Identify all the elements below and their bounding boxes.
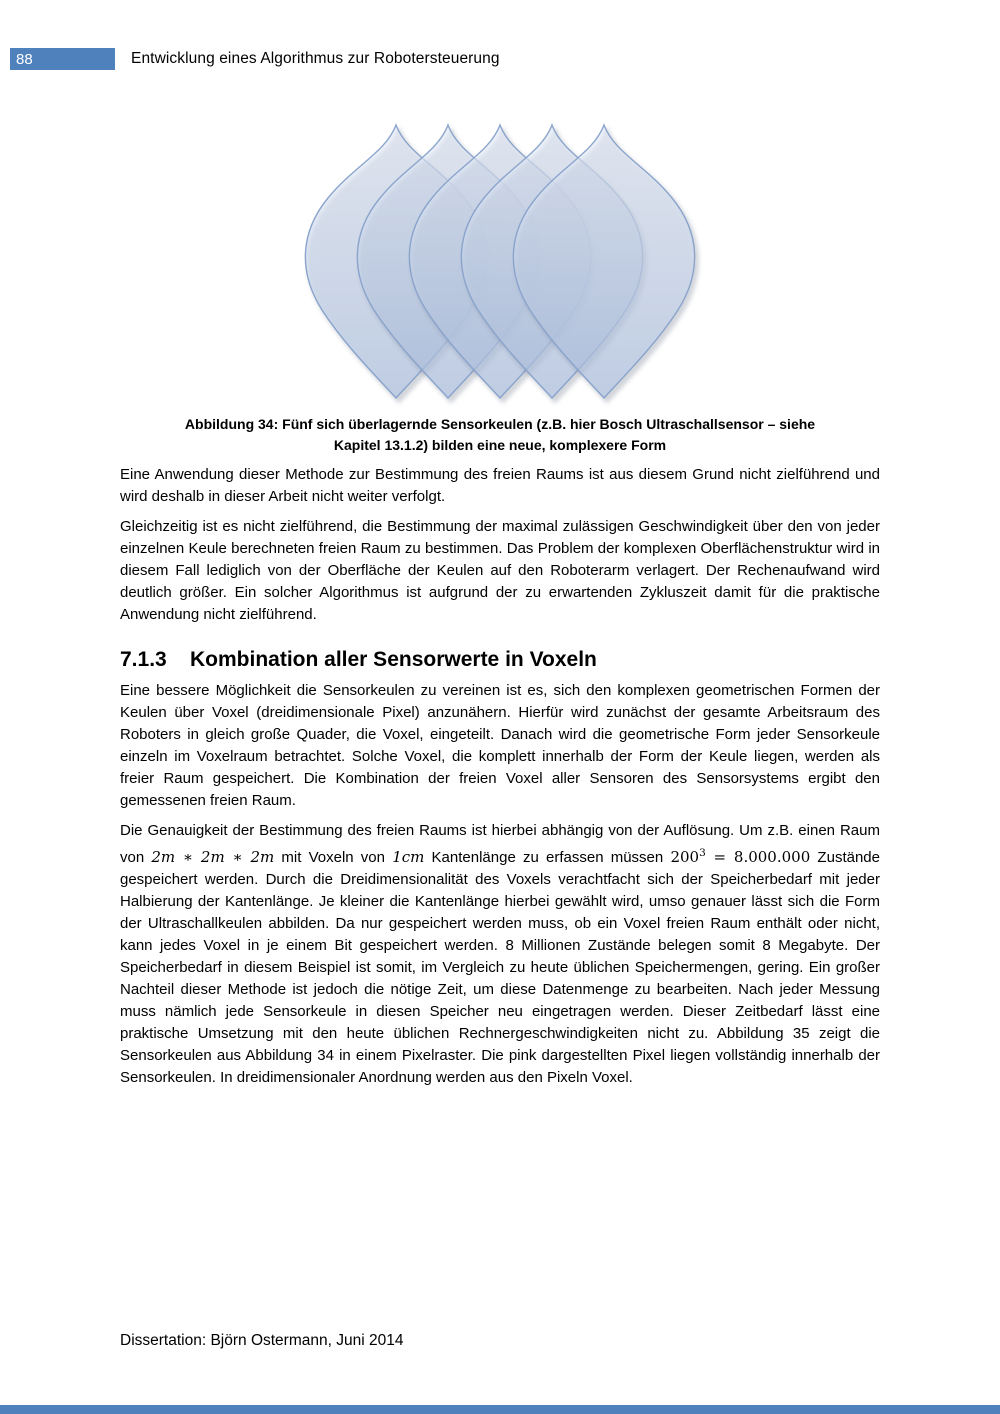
body-paragraph-3: Eine bessere Möglichkeit die Sensorkeulen zu vereinen ist es, sich den komplexen geometrischen Formen der Keulen über Voxel (dreidimensionale Pixel) anzunähern. Hierfür wird zunächst der gesamte Arbeitsraum des Roboters in gleich große Quader, die Voxel, eingeteilt. Danach wird die geometrische Form jeder Sensorkeule einzeln im Voxelraum betrachtet. Solche Voxel, die komplett innerhalb der Form der Keule liegen, werden als freier Raum gespeichert. Die Kombination der freien Voxel aller Sensoren des Sensorsystems ergibt den gemessenen freien Raum.	[120, 682, 880, 809]
running-header-title: Entwicklung eines Algorithmus zur Robotersteuerung	[131, 50, 500, 67]
math-inline-result: = 8.000.000	[705, 848, 811, 866]
body-paragraph-4	[120, 820, 880, 1089]
page-header	[0, 47, 1000, 71]
page-footer	[120, 1332, 403, 1350]
body-paragraph-2: Gleichzeitig ist es nicht zielführend, die Bestimmung der maximal zulässigen Geschwindigkeit über den von jeder einzelnen Keule berechneten freien Raum zu bestimmen. Das Problem der komplexen Oberflächenstruktur wird in diesem Fall lediglich von der Oberfläche der Keulen auf den Roboterarm verlagert. Der Rechenaufwand wird deutlich größer. Ein solcher Algorithmus ist aufgrund der zu erwartenden Zykluszeit damit für die praktische Anwendung nicht zielführend.	[120, 518, 880, 623]
figure-caption-line-2: Kapitel 13.1.2) bilden eine neue, komplexere Form	[333, 437, 667, 453]
math-inline-dimensions: 2m ∗ 2m ∗ 2m	[151, 848, 275, 866]
math-inline-base: 200	[670, 848, 700, 866]
figure-caption	[120, 414, 880, 456]
section-heading-number: 7.1.3	[120, 648, 167, 671]
body-paragraph-1: Eine Anwendung dieser Methode zur Bestimmung des freien Raums ist aus diesem Grund nicht zielführend und wird deshalb in dieser Arbeit nicht weiter verfolgt.	[120, 466, 880, 505]
figure-caption-line-1: Abbildung 34: Fünf sich überlagernde Sensorkeulen (z.B. hier Bosch Ultraschallsensor – siehe	[184, 416, 816, 432]
paragraph-text: Zustände gespeichert werden. Durch die Dreidimensionalität des Voxels verachtfacht sich der Speicherbedarf mit jeder Halbierung der Kantenlänge. Je kleiner die Kantenlänge hierbei gewählt wird, umso genauer lässt sich die Form der Ultraschallkeulen abbilden. Da nur gespeichert werden muss, ob ein Voxel freien Raum enthält oder nicht, kann jedes Voxel in je einem Bit gespeichert werden. 8 Millionen Zustände belegen somit 8 Megabyte. Der Speicherbedarf in diesem Beispiel ist somit, im Vergleich zu heute üblichen Speichermengen, gering. Ein großer Nachteil dieser Methode ist jedoch die nötige Zeit, um diese Datenmenge zu bearbeiten. Nach jeder Messung muss nämlich jede Sensorkeule in diesen Speicher neu eingetragen werden. Dieser Zeitbedarf lässt eine praktische Umsetzung mit den heute üblichen Rechnergeschwindigkeiten nicht zu. Abbildung 35 zeigt die Sensorkeulen aus Abbildung 34 in einem Pixelraster. Die pink dargestellten Pixel liegen vollständig innerhalb der Sensorkeulen. In dreidimensionaler Anordnung werden aus den Pixeln Voxel.	[120, 849, 880, 1086]
section-heading-title: Kombination aller Sensorwerte in Voxeln	[190, 648, 597, 671]
footer-text: Dissertation: Björn Ostermann, Juni 2014	[120, 1332, 404, 1349]
section-heading	[120, 648, 880, 672]
math-inline-exponent: 3	[699, 847, 706, 859]
figure-sensor-lobes	[290, 122, 710, 402]
page-number-badge	[10, 48, 115, 70]
math-inline-edge-length: 1cm	[392, 848, 425, 866]
paragraph-text: mit Voxeln von	[274, 849, 393, 866]
content-column	[120, 112, 880, 1089]
sensor-lobes-svg	[290, 122, 710, 402]
sensor-lobe-group	[305, 125, 694, 398]
page-number: 88	[16, 50, 33, 68]
page-bottom-bar	[0, 1405, 1000, 1414]
paragraph-text: Die Genauigkeit der Bestimmung des freien Raums ist hierbei abhängig von der Auflösung. Um z.B. einen Raum von	[120, 822, 880, 866]
paragraph-text: Kantenlänge zu erfassen müssen	[424, 849, 671, 866]
